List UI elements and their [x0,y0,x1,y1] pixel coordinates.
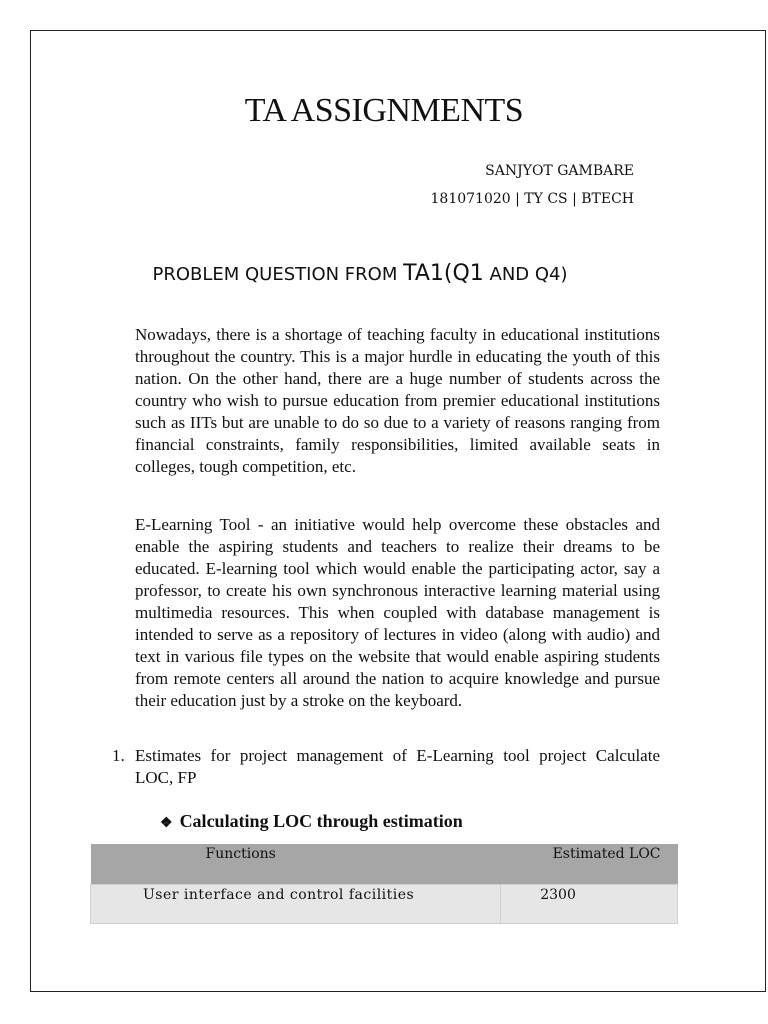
page-title: TA ASSIGNMENTS [244,92,524,129]
table-header-functions: Functions [91,844,501,885]
table-row [91,885,678,924]
table-header-row [91,844,678,885]
table-header-estimated-loc: Estimated LOC [501,844,678,885]
table-cell-function: User interface and control facilities [91,885,501,924]
author-id: 181071020 | TY CS | BTECH [430,191,634,207]
section-heading [100,260,620,289]
list-item [112,745,660,789]
elearning-paragraph: E-Learning Tool - an initiative would help overcome these obstacles and enable the aspiring students and teachers to realize their dreams to be educated. E-learning tool which would enable the participating actor, say a professor, to create his own synchronous interactive learning material using multimedia resources. This when coupled with database management is intended to serve as a repository of lectures in video (along with audio) and text in various file types on the website that would enable aspiring students from remote centers all around the nation to acquire knowledge and pursue their education just by a stroke on the keyboard. [135,515,660,710]
loc-table [90,844,678,924]
section-heading-ta: TA1(Q1 [403,261,484,286]
section-heading-text: PROBLEM QUESTION FROM [152,264,404,285]
list-item-text: Estimates for project management of E-Learning tool project Calculate LOC, FP [135,746,660,787]
loc-subheading-text: Calculating LOC through estimation [179,811,463,831]
author-name: SANJYOT GAMBARE [485,163,634,179]
list-item-number: 1. [112,746,125,765]
loc-subheading [160,811,463,832]
intro-paragraph: Nowadays, there is a shortage of teaching faculty in educational institutions throughout the country. This is a major hurdle in educating the youth of this nation. On the other hand, there are a huge number of students across the country who wish to pursue education from premier educational institutions such as IITs but are unable to do so due to a variety of reasons ranging from financial constraints, family responsibilities, limited available seats in colleges, tough competition, etc. [135,325,660,476]
table-cell-loc: 2300 [501,885,678,924]
section-heading-rest: AND Q4) [483,264,568,285]
diamond-bullet-icon: ❖ [160,816,173,831]
